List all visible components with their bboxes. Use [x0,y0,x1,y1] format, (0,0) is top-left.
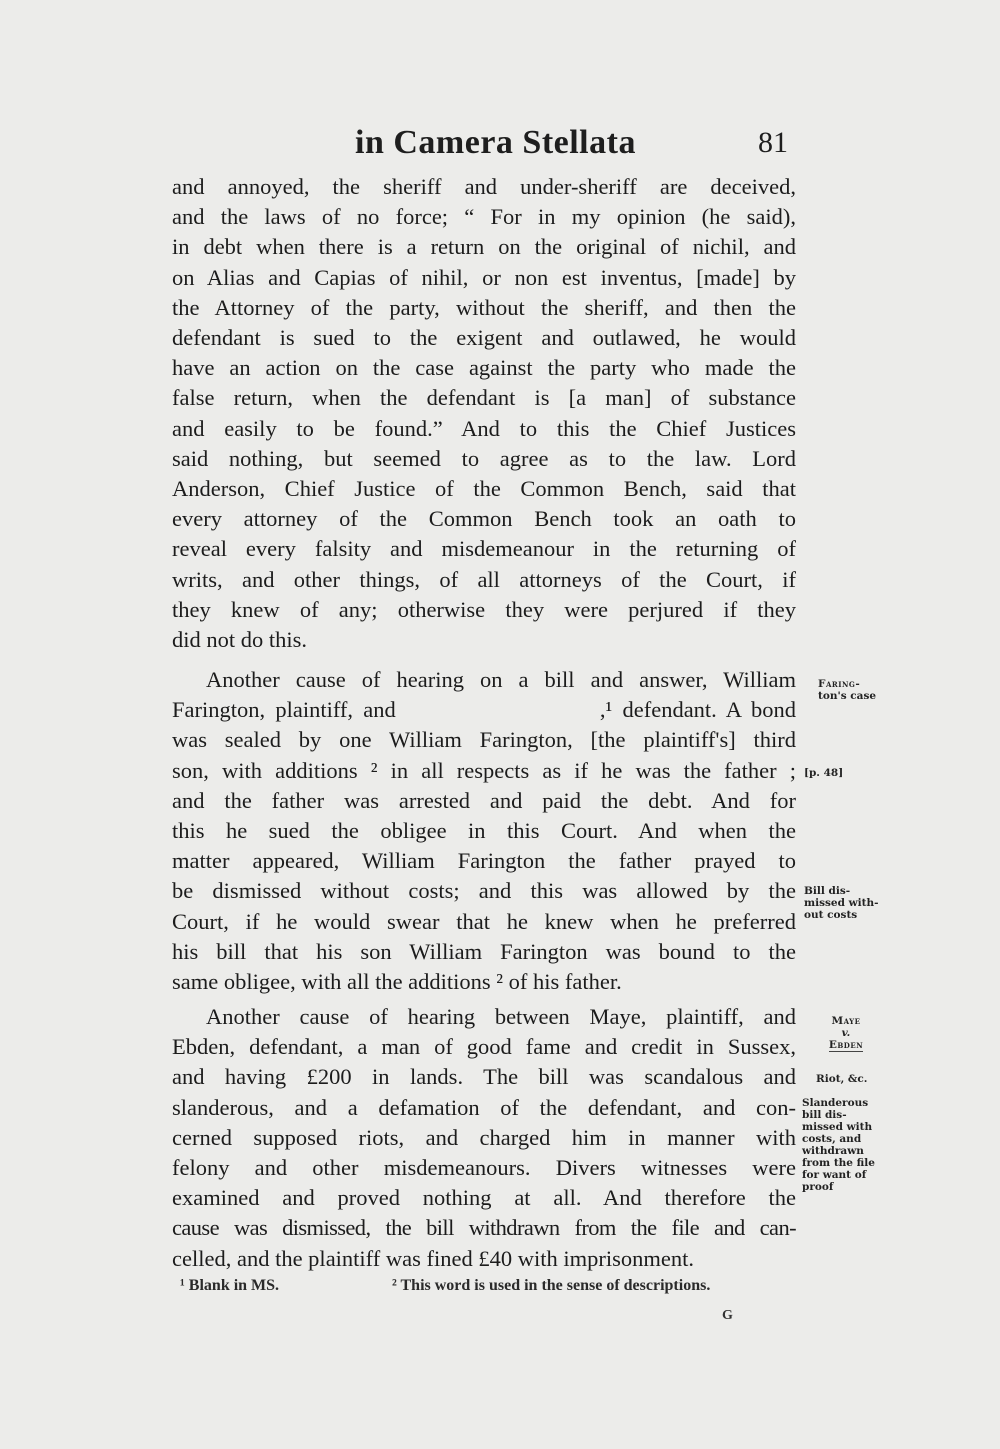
text-line: said nothing, but seemed to agree as to the law. Lord [172,445,796,471]
side-note-line: from the file [802,1157,875,1169]
text-line: felony and other misdemeanours. Divers witnesses were [172,1155,796,1181]
side-note-line: v. [841,1027,851,1039]
text-line: have an action on the case against the party who made the [172,355,796,381]
text-line: every attorney of the Common Bench took an oath to [172,506,796,532]
paragraph-1 [172,172,796,655]
text-line: Another cause of hearing between Maye, plaintiff, and [206,1004,796,1029]
side-note-maye [816,1015,876,1052]
text-line: Farington, plaintiff, and ,¹ defendant. A bond [172,697,796,723]
side-note-line: Maye [831,1015,861,1027]
side-note-line: costs, and [802,1133,862,1145]
text-line: celled, and the plaintiff was fined £40 with imprisonment. [172,1245,694,1271]
text-line: and the laws of no force; “ For in my opinion (he said), [172,204,796,230]
side-note-line: Bill dis- [804,885,851,897]
text-line: this he sued the obligee in this Court. And when the [172,818,796,844]
text-line: son, with additions ² in all respects as if he was the father ; [172,757,796,783]
signature-mark: G [722,1308,733,1323]
side-note-line: Ebden [828,1039,864,1051]
page-number: 81 [758,126,788,159]
text-line: cerned supposed riots, and charged him in manner with [172,1124,796,1150]
text-line: cause was dismissed, the bill withdrawn from the file and can- [172,1215,796,1241]
text-line: they knew of any; otherwise they were perjured if they [172,596,796,622]
text-line: and having £200 in lands. The bill was scandalous and [172,1064,796,1090]
footnotes [180,1277,800,1295]
text-line: the Attorney of the party, without the sheriff, and then the [172,294,796,320]
text-line: and the father was arrested and paid the debt. And for [172,787,796,813]
footnote-2: ² This word is used in the sense of descriptions. [392,1277,711,1294]
footnote-1: ¹ Blank in MS. [180,1277,280,1294]
side-note-line: proof [802,1181,834,1193]
side-note-line: withdrawn [802,1145,864,1157]
side-note-line: bill dis- [802,1109,847,1121]
running-title: in Camera Stellata [355,124,636,161]
text-line: be dismissed without costs; and this was allowed by the [172,878,796,904]
side-note-riot: Riot, &c. [816,1073,868,1085]
side-note-page-ref: [p. 48] [804,767,844,779]
side-note-line: Faring- [818,678,861,690]
side-note-bill-dismissed [804,885,878,921]
text-line: reveal every falsity and misdemeanour in the returning of [172,536,796,562]
text-line: Court, if he would swear that he knew when he preferred [172,908,796,934]
text-line: and annoyed, the sheriff and under-sheriff are deceived, [172,174,796,199]
text-line: matter appeared, William Farington the father prayed to [172,848,796,874]
text-line: same obligee, with all the additions ² of his father. [172,969,622,995]
side-note-line: missed with [802,1121,873,1133]
text-line: Another cause of hearing on a bill and answer, William [206,667,796,692]
text-line: false return, when the defendant is [a man] of substance [172,385,796,411]
side-note-slanderous [802,1097,875,1193]
text-line: examined and proved nothing at all. And therefore the [172,1185,796,1211]
text-line: in debt when there is a return on the original of nichil, and [172,234,796,260]
side-note-line: for want of [802,1169,867,1181]
side-note-line: Slanderous [802,1097,869,1109]
text-line: his bill that his son William Farington was bound to the [172,938,796,964]
text-line: was sealed by one William Farington, [the plaintiff's] third [172,727,796,753]
text-line: slanderous, and a defamation of the defendant, and con- [172,1094,796,1120]
paragraph-2 [172,665,796,997]
text-line: Ebden, defendant, a man of good fame and credit in Sussex, [172,1034,796,1060]
text-line: defendant is sued to the exigent and outlawed, he would [172,325,796,351]
side-note-line: missed with- [804,897,879,909]
side-note-line: out costs [804,909,858,921]
text-line: and easily to be found.” And to this the Chief Justices [172,415,796,441]
text-line: did not do this. [172,627,308,653]
paragraph-3 [172,1002,796,1274]
side-note-line: ton's case [818,690,877,702]
text-line: writs, and other things, of all attorneys of the Court, if [172,566,796,592]
text-line: on Alias and Capias of nihil, or non est inventus, [made] by [172,264,796,290]
side-note-farington [818,678,876,702]
text-line: Anderson, Chief Justice of the Common Bench, said that [172,476,796,502]
